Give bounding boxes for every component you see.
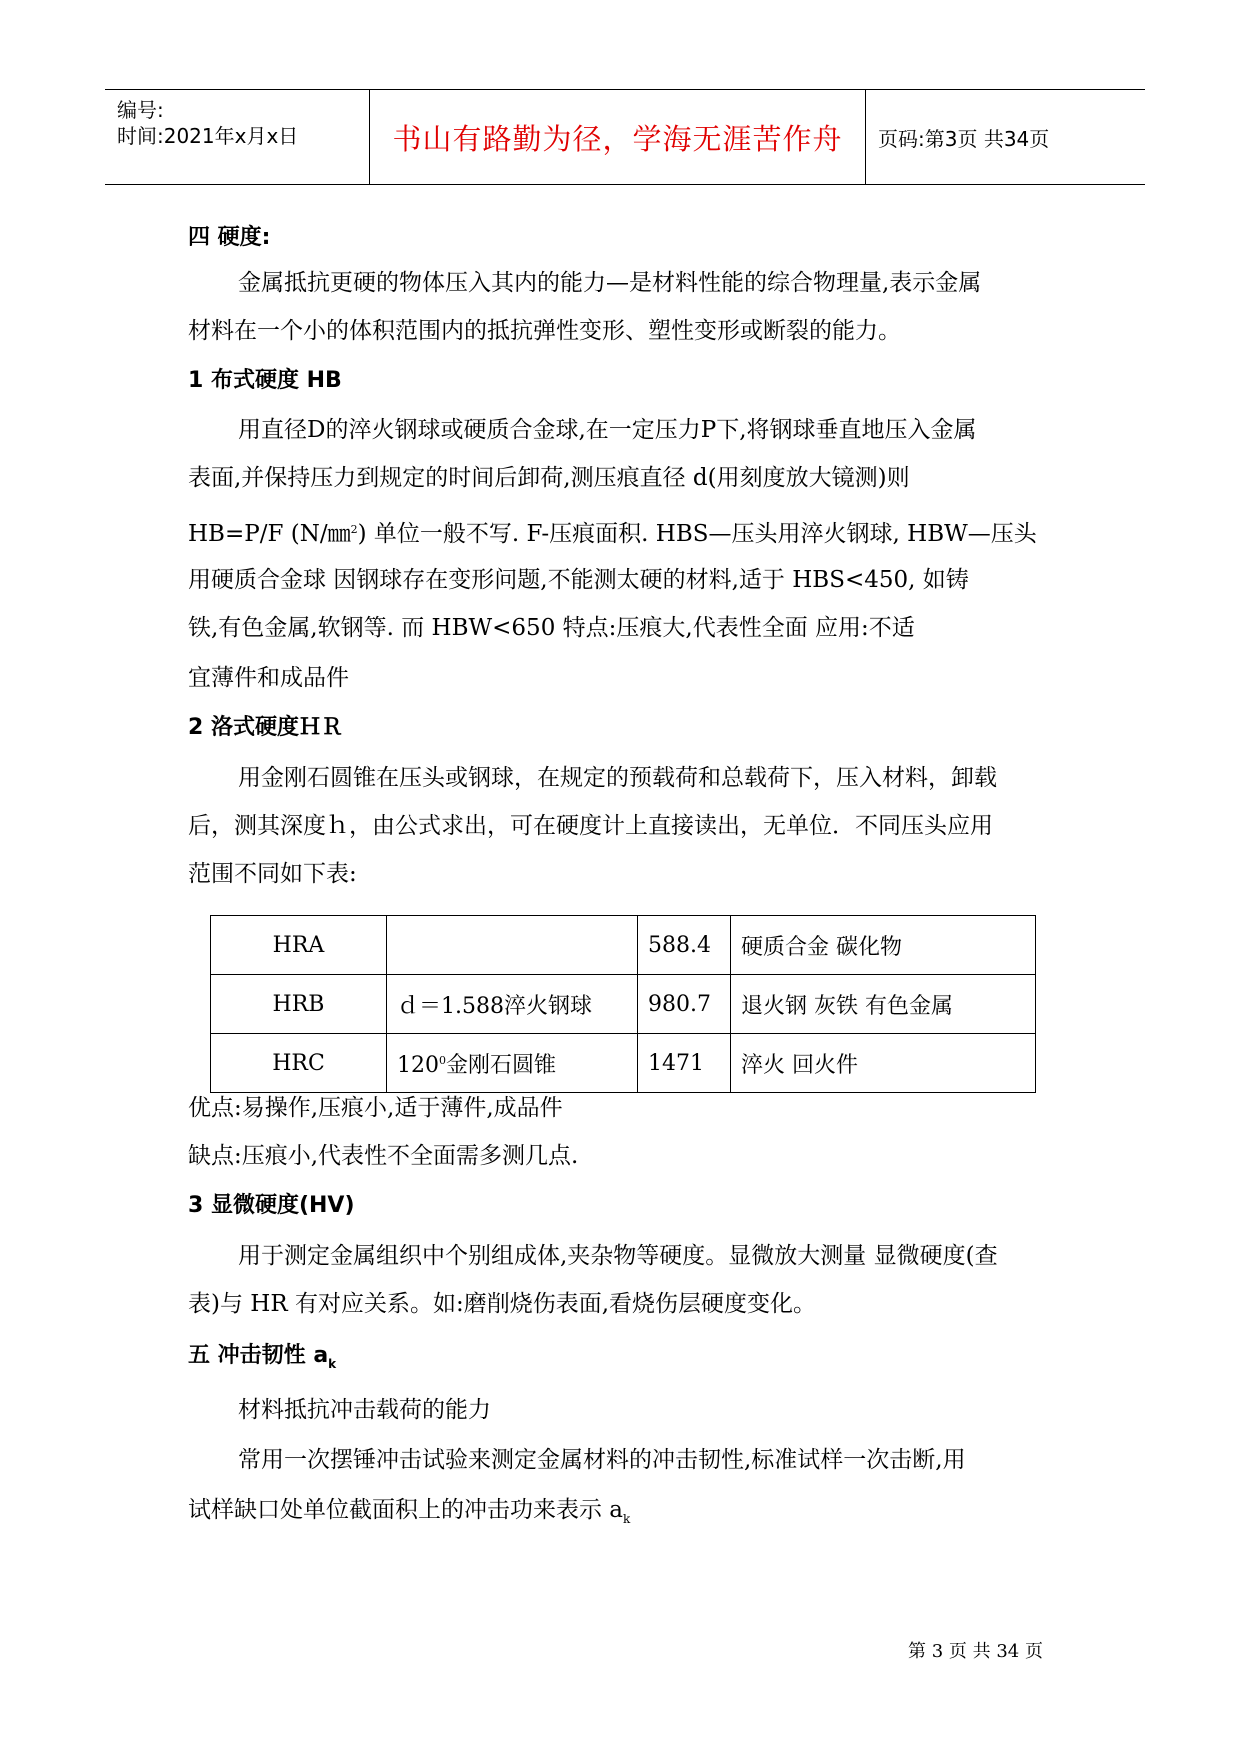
table-row [211,1034,1036,1093]
sec5-p2-text: 试样缺口处单位截面积上的冲击功来表示 a [188,1497,624,1523]
hb-formula-b: ) 单位一般不写. F-压痕面积. HBS—压头用淬火钢球, HBW—压头 [357,521,1037,547]
hr-line2: 后，测其深度ｈ，由公式求出，可在硬度计上直接读出，无单位．不同压头应用 [188,813,993,839]
header-left-cell [105,90,370,184]
hv-line2: 表)与 HR 有对应关系。如:磨削烧伤表面,看烧伤层硬度变化。 [188,1291,817,1317]
sec4-paragraph-line1: 金属抵抗更硬的物体压入其内的能力—是材料性能的综合物理量,表示金属 [238,270,982,296]
table-cell: HRC [211,1034,387,1093]
hb-line2: 表面,并保持压力到规定的时间后卸荷,测压痕直径 d(用刻度放大镜测)则 [188,465,910,491]
sec5-title-text: 五 冲击韧性 a [188,1343,329,1368]
table-cell: HRB [211,975,387,1034]
header-motto-cell [370,90,866,184]
number-label: 编号: [117,98,164,122]
section-5-title [188,1332,1058,1388]
table-cell: ｄ＝1.588淬火钢球 [387,975,638,1034]
sec5-p2-sub: k [623,1512,631,1526]
table-cell [387,916,638,975]
page-header [105,89,1145,185]
motto-text: 书山有路勤为径，学海无涯苦作舟 [392,121,843,156]
table-row [211,916,1036,975]
hr-line1: 用金刚石圆锥在压头或钢球，在规定的预载荷和总载荷下，压入材料，卸载 [238,765,997,791]
hr-line3: 范围不同如下表: [188,861,357,887]
table-cell: 退火钢 灰铁 有色金属 [731,975,1036,1034]
pros-line: 优点:易操作,压痕小,适于薄件,成品件 [188,1095,563,1121]
hb-title: 1 布式硬度 HB [188,368,342,393]
table-cell: 588.4 [638,916,731,975]
cone-text: 金刚石圆锥 [446,1052,557,1078]
hb-line4: 用硬质合金球 因钢球存在变形问题,不能测太硬的材料,适于 HBS<450, 如铸 [188,567,969,593]
hardness-table [210,915,1036,1093]
table-cell: 980.7 [638,975,731,1034]
hb-formula-sup: 2 [350,523,358,536]
sec5-paragraph2-line2 [188,1486,1058,1543]
table-cell [387,1034,638,1093]
hv-title: 3 显微硬度(HV) [188,1193,355,1218]
table-row [211,975,1036,1034]
header-right-cell [866,90,1145,184]
hb-line5: 铁,有色金属,软钢等. 而 HBW<650 特点:压痕大,代表性全面 应用:不适 [188,615,915,641]
hv-line1: 用于测定金属组织中个别组成体,夹杂物等硬度。显微放大测量 显微硬度(查 [238,1243,998,1269]
table-cell: 硬质合金 碳化物 [731,916,1036,975]
sec5-paragraph1: 材料抵抗冲击载荷的能力 [238,1397,491,1423]
cone-angle: 120 [397,1052,439,1078]
hr-title: 2 洛式硬度ＨＲ [188,715,343,740]
degree-sup: 0 [439,1053,446,1067]
page-footer: 第 3 页 共 34 页 [908,1641,1043,1662]
table-cell: 1471 [638,1034,731,1093]
sec5-paragraph2-line1: 常用一次摆锤冲击试验来测定金属材料的冲击韧性,标准试样一次击断,用 [238,1447,966,1473]
time-label: 时间:2021年x月x日 [117,124,299,148]
table-cell: HRA [211,916,387,975]
hb-line3 [188,506,1058,558]
section-4-title: 四 硬度: [188,225,271,250]
cons-line: 缺点:压痕小,代表性不全面需多测几点. [188,1143,579,1169]
hb-line6: 宜薄件和成品件 [188,665,349,691]
sec5-title-sub: k [328,1357,337,1371]
table-cell: 淬火 回火件 [731,1034,1036,1093]
hb-formula-a: HB=P/F (N/㎜ [188,521,351,547]
page-code: 页码:第3页 共34页 [878,126,1050,151]
hb-line1: 用直径D的淬火钢球或硬质合金球,在一定压力P下,将钢球垂直地压入金属 [238,417,977,443]
sec4-paragraph-line2: 材料在一个小的体积范围内的抵抗弹性变形、塑性变形或断裂的能力。 [188,318,901,344]
